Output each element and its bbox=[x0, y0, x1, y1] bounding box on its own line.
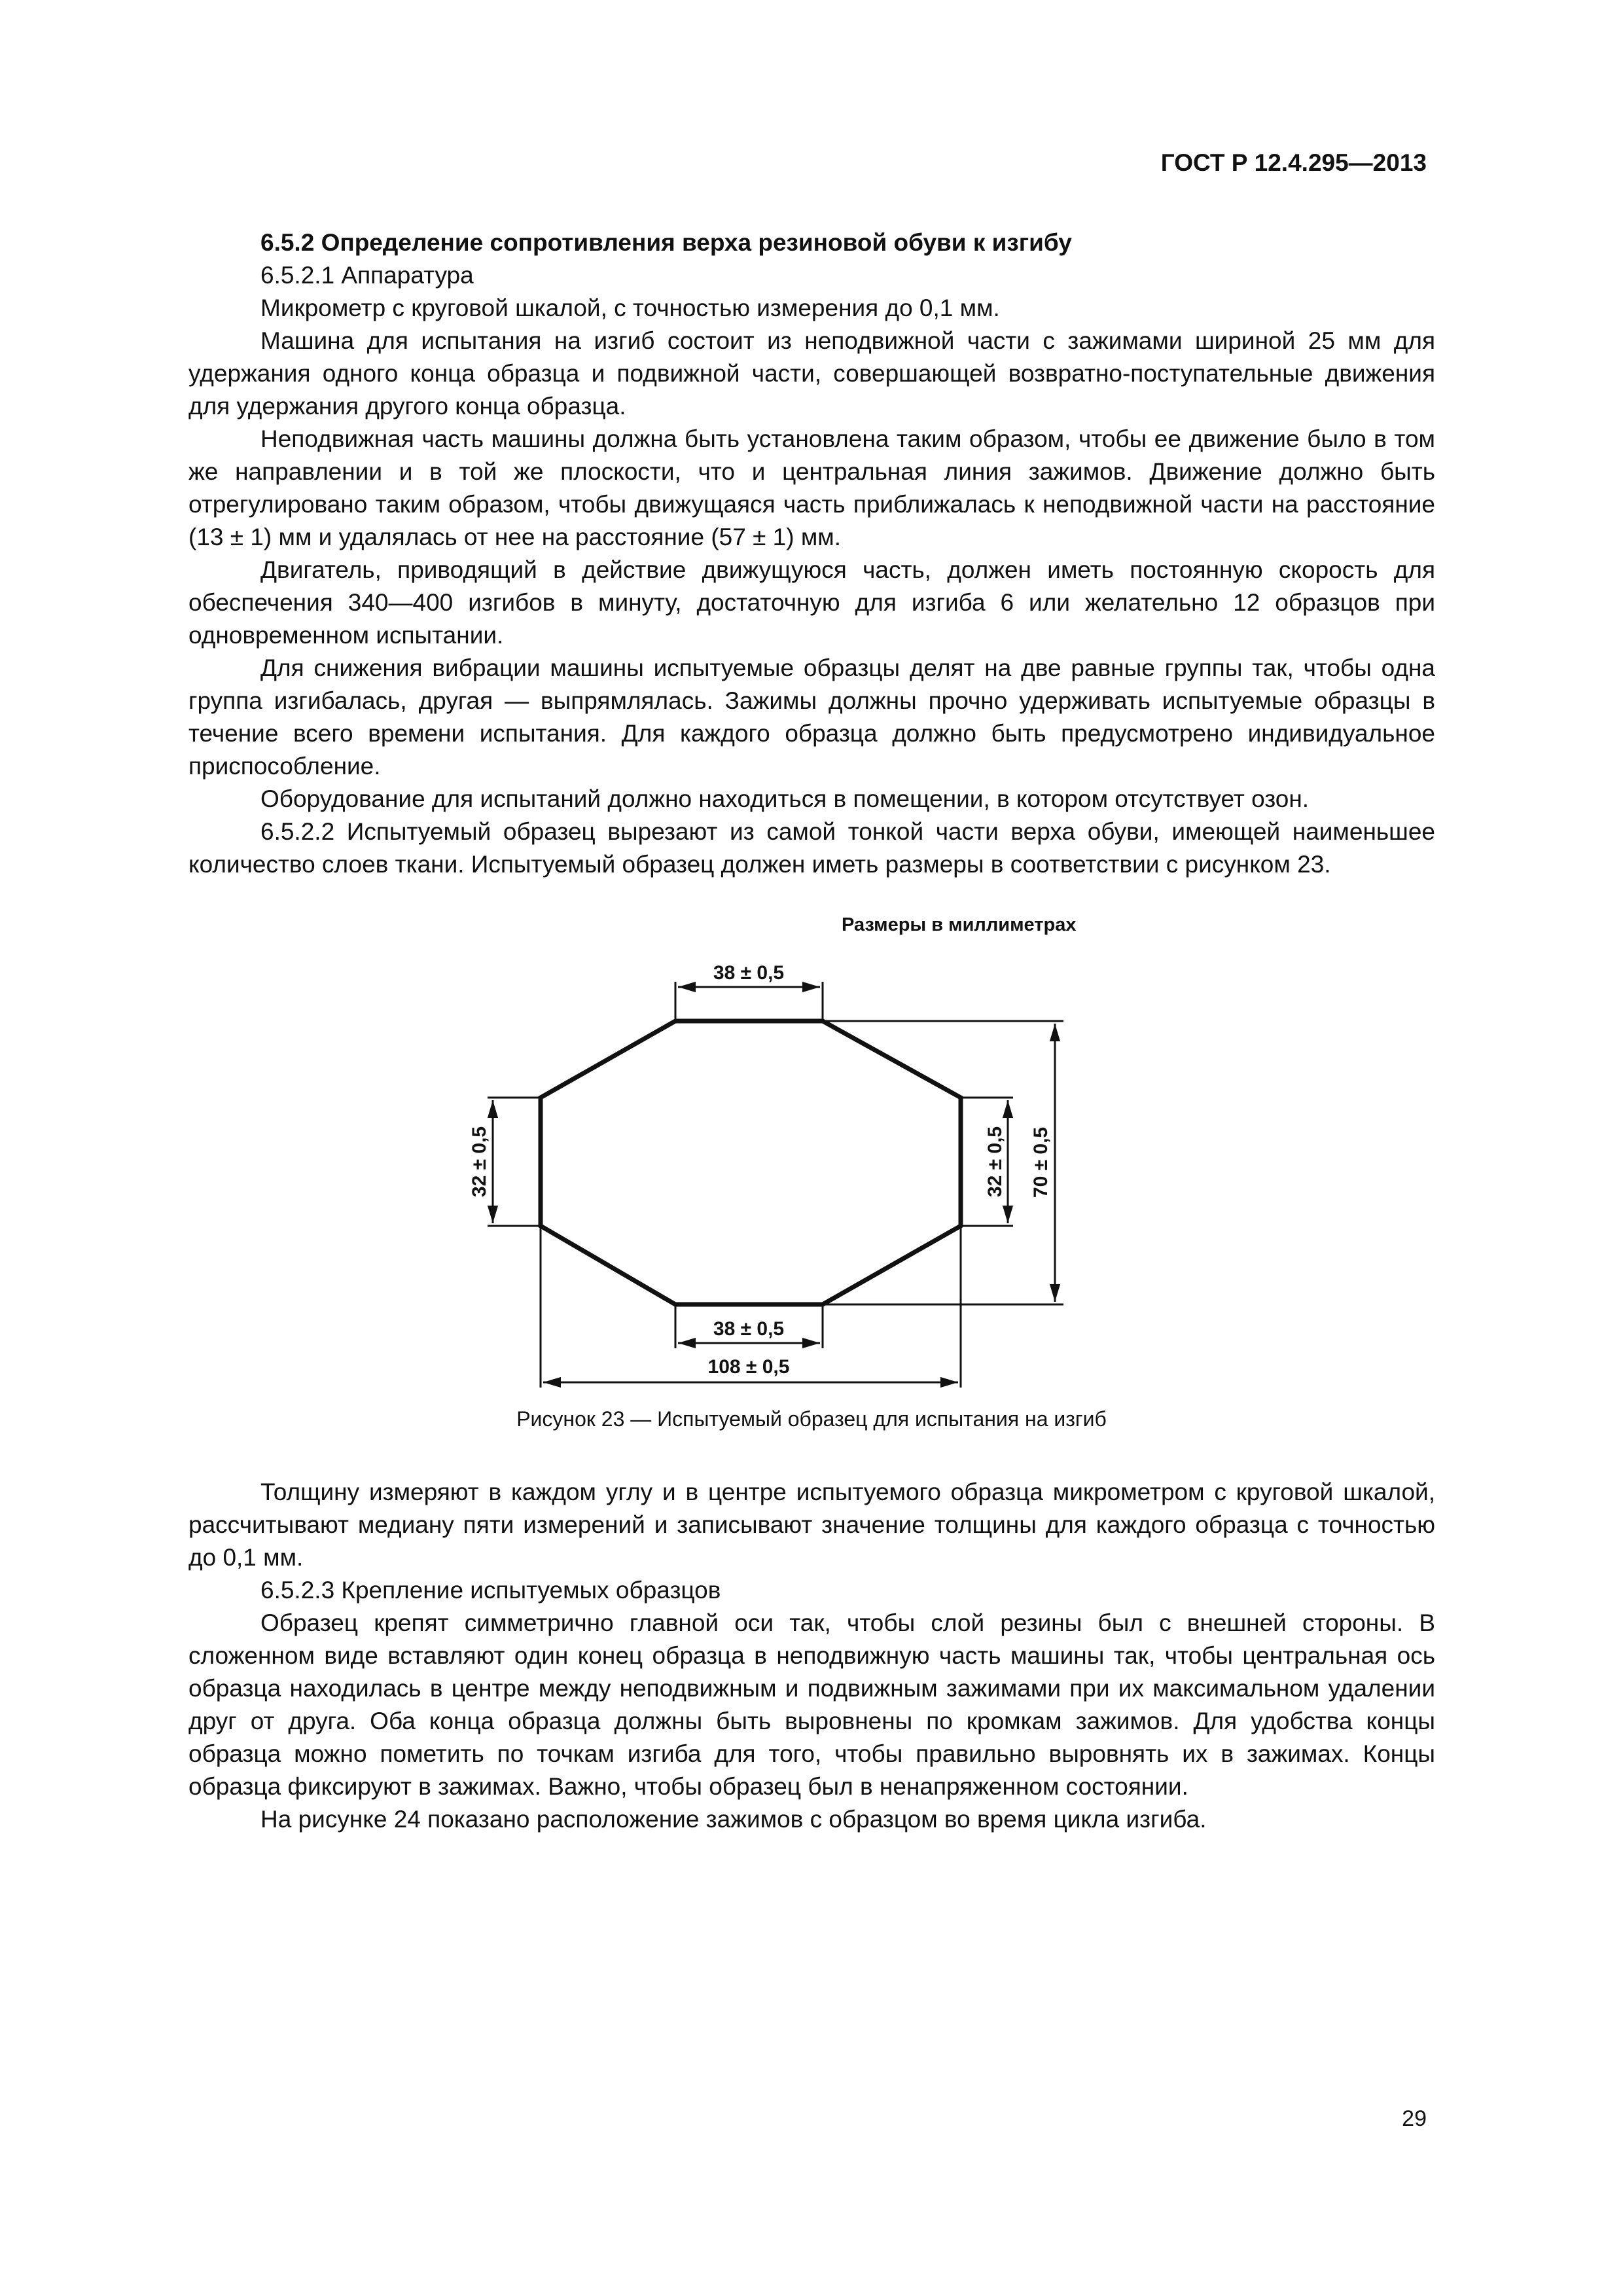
paragraph: Для снижения вибрации машины испытуемые образцы делят на две равные группы так, чтобы одна группа изгибалась, другая — выпрямлялась. Зажимы должны прочно удерживать испытуемые образцы в течение всего времени испытания. Для каждого образца должно быть предусмотрено индивидуальное приспособление. bbox=[188, 655, 1435, 780]
paragraph: 6.5.2.1 Аппаратура bbox=[260, 262, 474, 289]
dim-left-label: 32 ± 0,5 bbox=[469, 1126, 490, 1198]
page-header: ГОСТ Р 12.4.295—2013 bbox=[1160, 149, 1427, 176]
paragraph: Оборудование для испытаний должно находиться в помещении, в котором отсутствует озон. bbox=[260, 785, 1310, 812]
dim-height-label: 70 ± 0,5 bbox=[1030, 1126, 1052, 1198]
subsection-title: 6.5.2.3 Крепление испытуемых образцов bbox=[260, 1577, 721, 1604]
paragraph: Образец крепят симметрично главной оси так, чтобы слой резины был с внешней стороны. В сложенном виде вставляют один конец образца в неподвижную часть машины так, чтобы центральная ось образца находилась в центре между неподвижным и подвижным зажимами при их максимальном удалении друг от друга. Оба конца образца должны быть выровнены по кромкам зажимов. Для удобства концы образца можно пометить по точкам изгиба для того, чтобы правильно выровнять их в зажимах. Концы образца фиксируют в зажимах. Важно, чтобы образец был в ненапряженном состоянии. bbox=[188, 1609, 1435, 1800]
paragraph: Микрометр с круговой шкалой, с точностью измерения до 0,1 мм. bbox=[260, 295, 1000, 321]
paragraph: Неподвижная часть машины должна быть установлена таким образом, чтобы ее движение было в том же направлении и в той же плоскости, что и центральная линия зажимов. Движение должно быть отрегулировано таким образом, чтобы движущаяся часть приближалась к неподвижной части на расстояние (13 ± 1) мм и удалялась от нее на расстояние (57 ± 1) мм. bbox=[188, 425, 1435, 550]
dim-bottom-label: 38 ± 0,5 bbox=[713, 1318, 785, 1340]
dim-right-label: 32 ± 0,5 bbox=[984, 1126, 1006, 1198]
dim-top-label: 38 ± 0,5 bbox=[713, 962, 785, 984]
specimen-octagon bbox=[541, 1021, 961, 1304]
figure-units-note: Размеры в миллиметрах bbox=[842, 914, 1077, 935]
paragraph: Толщину измеряют в каждом углу и в центре испытуемого образца микрометром с круговой шкалой, рассчитывают медиану пяти измерений и записывают значение толщины для каждого образца с точностью до 0,1 мм. bbox=[188, 1479, 1435, 1571]
page-number: 29 bbox=[1402, 2106, 1427, 2131]
paragraph: Машина для испытания на изгиб состоит из неподвижной части с зажимами шириной 25 мм для удержания одного конца образца и подвижной части, совершающей возвратно-поступательные движения для удержания другого конца образца. bbox=[188, 327, 1435, 420]
paragraph: Двигатель, приводящий в действие движущуюся часть, должен иметь постоянную скорость для обеспечения 340—400 изгибов в минуту, достаточную для изгиба 6 или желательно 12 образцов при одновременном испытании. bbox=[188, 556, 1435, 649]
section-continued bbox=[188, 1476, 1435, 1836]
dim-width-label: 108 ± 0,5 bbox=[707, 1356, 790, 1378]
section-heading: 6.5.2 Определение сопротивления верха резиновой обуви к изгибу bbox=[260, 229, 1072, 256]
figure-caption: Рисунок 23 — Испытуемый образец для испытания на изгиб bbox=[516, 1407, 1107, 1431]
paragraph: 6.5.2.2 Испытуемый образец вырезают из самой тонкой части верха обуви, имеющей наименьшее количество слоев ткани. Испытуемый образец должен иметь размеры в соответствии с рисунком 23. bbox=[188, 818, 1435, 878]
paragraph: На рисунке 24 показано расположение зажимов с образцом во время цикла изгиба. bbox=[260, 1806, 1207, 1833]
